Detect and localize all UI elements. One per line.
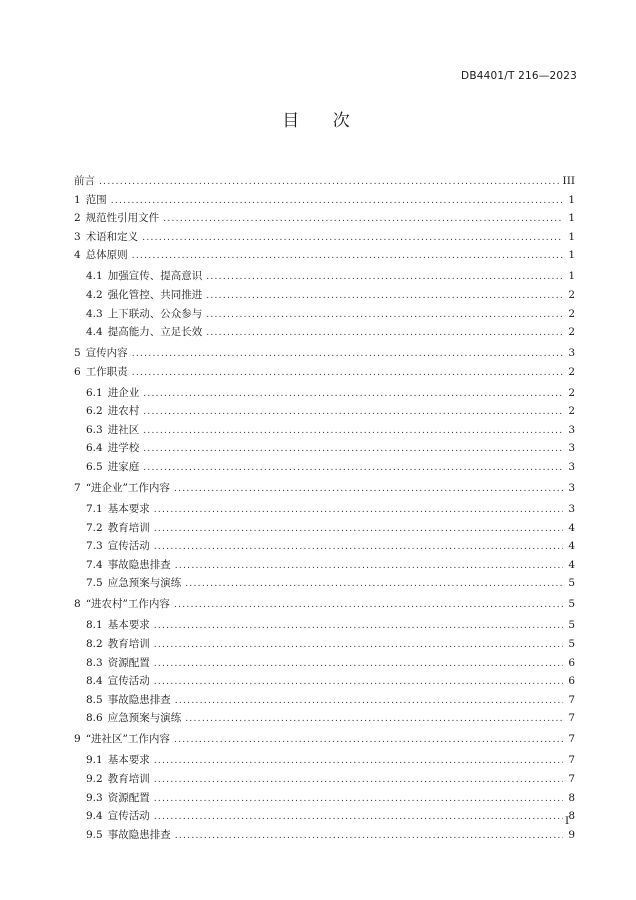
toc-entry-number: 9.3 (86, 791, 103, 804)
toc-leader-dots (154, 501, 563, 520)
toc-entry-title (86, 286, 202, 305)
toc-leader-dots (175, 557, 563, 576)
toc-entry-number: 8.4 (86, 675, 103, 688)
toc-entry-number: 9 (74, 733, 81, 746)
toc-entry-page: 6 (568, 656, 575, 669)
toc-leader-dots (142, 229, 563, 248)
toc-entry[interactable] (74, 574, 575, 593)
toc-entry-title (86, 574, 181, 593)
toc-leader-dots (154, 655, 563, 674)
toc-entry-number: 6.4 (86, 442, 103, 455)
toc-entry-number: 7.4 (86, 558, 103, 571)
toc-entry-number: 9.1 (86, 754, 103, 767)
toc-leader-dots (206, 287, 563, 306)
toc-entry-page: 1 (568, 270, 575, 283)
toc-entry-title (86, 519, 150, 538)
toc-leader-dots (143, 459, 563, 478)
toc-entry-page: 9 (568, 828, 575, 841)
toc-entry-page: 7 (568, 772, 575, 785)
page-number: I (565, 815, 570, 827)
page-title: 目 次 (282, 111, 364, 131)
toc-entry-number: 2 (74, 212, 81, 225)
toc-entry[interactable] (74, 479, 575, 498)
toc-entry-number: 6.5 (86, 461, 103, 474)
toc-entry-page: 7 (568, 712, 575, 725)
toc-entry-text: 总体原则 (85, 249, 128, 262)
toc-leader-dots (111, 192, 563, 211)
toc-entry-text: 应急预案与演练 (107, 577, 182, 590)
toc-entry-number: 7 (74, 482, 81, 495)
toc-entry-text: 宣传活动 (107, 675, 150, 688)
toc-entry-title (74, 172, 95, 191)
toc-entry[interactable] (74, 286, 575, 305)
toc-entry-page: 5 (568, 577, 575, 590)
toc-entry-number: 9.4 (86, 810, 103, 823)
toc-entry-title (86, 709, 181, 728)
toc-leader-dots (143, 385, 563, 404)
toc-entry[interactable] (74, 595, 575, 614)
toc-entry-title (74, 191, 107, 210)
toc-entry-page: 3 (568, 442, 575, 455)
toc-entry-text: 进社区 (107, 423, 140, 436)
toc-entry-number: 7.5 (86, 577, 103, 590)
toc-entry[interactable] (74, 556, 575, 575)
toc-leader-dots (154, 790, 563, 809)
toc-entry-text: 进企业 (107, 386, 140, 399)
toc-leader-dots (132, 247, 563, 266)
toc-entry-text: 基本要求 (107, 619, 150, 632)
toc-entry-number: 7.1 (86, 503, 103, 516)
toc-entry[interactable] (74, 191, 575, 210)
table-of-contents (74, 172, 575, 844)
toc-entry-page: 3 (568, 423, 575, 436)
toc-entry[interactable] (74, 305, 575, 324)
toc-leader-dots (143, 403, 563, 422)
toc-entry[interactable] (74, 246, 575, 265)
toc-entry-page: 2 (568, 307, 575, 320)
toc-entry-title (86, 789, 150, 808)
toc-entry[interactable] (74, 654, 575, 673)
toc-entry-title (74, 344, 128, 363)
toc-entry[interactable] (74, 458, 575, 477)
toc-entry-number: 4.4 (86, 326, 103, 339)
toc-leader-dots (143, 440, 563, 459)
toc-entry-page: 4 (568, 558, 575, 571)
toc-entry-text: 资源配置 (107, 791, 150, 804)
toc-entry-number: 6.3 (86, 423, 103, 436)
toc-entry[interactable] (74, 672, 575, 691)
toc-entry-title (86, 654, 150, 673)
toc-entry-title (86, 556, 171, 575)
toc-leader-dots (154, 673, 563, 692)
toc-entry-page: 3 (568, 461, 575, 474)
toc-entry-page: 5 (568, 598, 575, 611)
toc-entry-text: 宣传活动 (107, 540, 150, 553)
toc-leader-dots (174, 480, 563, 499)
toc-entry[interactable] (74, 635, 575, 654)
toc-entry[interactable] (74, 439, 575, 458)
toc-entry-number: 6 (74, 365, 81, 378)
toc-entry-text: 范围 (85, 193, 107, 206)
toc-entry-number: 6.2 (86, 405, 103, 418)
toc-leader-dots (143, 422, 563, 441)
toc-entry-text: 基本要求 (107, 503, 150, 516)
toc-entry-number: 8.6 (86, 712, 103, 725)
toc-entry-number: 3 (74, 230, 81, 243)
toc-entry-title (86, 770, 150, 789)
toc-leader-dots (154, 617, 563, 636)
toc-leader-dots (163, 210, 563, 229)
toc-entry-page: 4 (568, 521, 575, 534)
toc-entry-page: 2 (568, 386, 575, 399)
toc-entry[interactable] (74, 267, 575, 286)
toc-entry[interactable] (74, 363, 575, 382)
toc-entry-page: 8 (568, 791, 575, 804)
toc-entry-text: 规范性引用文件 (85, 212, 160, 225)
toc-entry[interactable] (74, 172, 575, 191)
toc-entry-text: 应急预案与演练 (107, 712, 182, 725)
toc-entry-text: 资源配置 (107, 656, 150, 669)
toc-entry-title (74, 363, 128, 382)
toc-leader-dots (154, 520, 563, 539)
toc-entry-page: 4 (568, 540, 575, 553)
toc-entry-title (74, 479, 170, 498)
toc-entry-page: 3 (568, 482, 575, 495)
toc-entry-title (86, 807, 150, 826)
toc-entry-text: 术语和定义 (85, 230, 139, 243)
toc-entry-number: 7.3 (86, 540, 103, 553)
toc-entry-text: 事故隐患排查 (107, 828, 171, 841)
toc-entry[interactable] (74, 616, 575, 635)
toc-leader-dots (206, 268, 563, 287)
toc-entry-text: 基本要求 (107, 754, 150, 767)
toc-entry[interactable] (74, 323, 575, 342)
toc-entry-page: 5 (568, 637, 575, 650)
toc-entry-number: 8.3 (86, 656, 103, 669)
toc-entry-page: 2 (568, 365, 575, 378)
toc-entry-text: 进学校 (107, 442, 140, 455)
toc-entry-text: 教育培训 (107, 637, 150, 650)
toc-leader-dots (132, 364, 563, 383)
toc-leader-dots (154, 538, 563, 557)
toc-entry-number: 4 (74, 249, 81, 262)
toc-entry-page: III (562, 175, 575, 187)
toc-entry[interactable] (74, 730, 575, 749)
toc-entry[interactable] (74, 384, 575, 403)
toc-entry-page: 5 (568, 619, 575, 632)
toc-entry[interactable] (74, 691, 575, 710)
toc-entry-text: 上下联动、公众参与 (107, 307, 203, 320)
toc-entry-number: 4.2 (86, 288, 103, 301)
toc-entry-title (86, 458, 139, 477)
toc-leader-dots (185, 710, 563, 729)
toc-entry-page: 2 (568, 326, 575, 339)
toc-entry[interactable] (74, 421, 575, 440)
toc-entry-page: 7 (568, 733, 575, 746)
toc-entry-title (86, 402, 139, 421)
toc-entry-title (86, 500, 150, 519)
toc-leader-dots (206, 324, 563, 343)
toc-entry-text: 宣传内容 (85, 347, 128, 360)
toc-entry-text: 教育培训 (107, 772, 150, 785)
toc-entry-title (86, 323, 202, 342)
toc-entry[interactable] (74, 402, 575, 421)
toc-entry-text: “进企业”工作内容 (85, 482, 170, 495)
toc-entry-title (86, 751, 150, 770)
toc-entry-number: 9.2 (86, 772, 103, 785)
toc-entry[interactable] (74, 770, 575, 789)
toc-entry-text: 强化管控、共同推进 (107, 288, 203, 301)
toc-entry-text: 加强宣传、提高意识 (107, 270, 203, 283)
toc-leader-dots (154, 752, 563, 771)
document-code: DB4401/T 216—2023 (461, 70, 577, 82)
toc-entry-title (74, 228, 138, 247)
toc-entry-text: 提高能力、立足长效 (107, 326, 203, 339)
toc-entry-title (74, 209, 159, 228)
toc-entry-number: 6.1 (86, 386, 103, 399)
toc-entry-number: 8.5 (86, 693, 103, 706)
toc-entry[interactable] (74, 789, 575, 808)
toc-entry[interactable] (74, 751, 575, 770)
toc-leader-dots (99, 173, 559, 192)
toc-entry-number: 4.3 (86, 307, 103, 320)
toc-leader-dots (174, 731, 563, 750)
toc-entry-text: 前言 (74, 175, 95, 187)
toc-entry-title (74, 595, 170, 614)
toc-leader-dots (206, 306, 563, 325)
toc-entry-page: 7 (568, 693, 575, 706)
toc-entry[interactable] (74, 807, 575, 826)
toc-entry[interactable] (74, 344, 575, 363)
toc-entry-number: 9.5 (86, 828, 103, 841)
toc-entry-text: “进农村”工作内容 (85, 598, 170, 611)
toc-entry-text: 进家庭 (107, 461, 140, 474)
toc-leader-dots (175, 827, 563, 846)
toc-entry-title (86, 384, 139, 403)
toc-entry-number: 8.2 (86, 637, 103, 650)
toc-entry-title (86, 537, 150, 556)
toc-entry[interactable] (74, 709, 575, 728)
toc-entry-text: 事故隐患排查 (107, 558, 171, 571)
toc-entry-page: 1 (568, 212, 575, 225)
toc-entry-number: 4.1 (86, 270, 103, 283)
toc-entry-title (86, 635, 150, 654)
toc-leader-dots (185, 575, 563, 594)
toc-leader-dots (154, 771, 563, 790)
toc-entry-page: 7 (568, 754, 575, 767)
toc-leader-dots (154, 636, 563, 655)
toc-entry-number: 8 (74, 598, 81, 611)
toc-entry-page: 3 (568, 503, 575, 516)
toc-entry-number: 8.1 (86, 619, 103, 632)
toc-entry-page: 2 (568, 405, 575, 418)
toc-entry-page: 2 (568, 288, 575, 301)
toc-entry-title (86, 439, 139, 458)
toc-entry-text: 教育培训 (107, 521, 150, 534)
toc-leader-dots (175, 692, 563, 711)
toc-entry-title (74, 246, 128, 265)
toc-entry-text: 宣传活动 (107, 810, 150, 823)
toc-entry-page: 1 (568, 249, 575, 262)
toc-entry-text: 事故隐患排查 (107, 693, 171, 706)
toc-entry-page: 3 (568, 347, 575, 360)
toc-entry[interactable] (74, 500, 575, 519)
toc-entry-title (86, 826, 171, 845)
toc-entry-title (86, 616, 150, 635)
toc-entry-number: 5 (74, 347, 81, 360)
toc-entry-number: 7.2 (86, 521, 103, 534)
toc-entry[interactable] (74, 209, 575, 228)
toc-entry-page: 1 (568, 230, 575, 243)
toc-entry-title (86, 672, 150, 691)
toc-entry-title (86, 691, 171, 710)
toc-leader-dots (132, 345, 563, 364)
toc-entry-page: 6 (568, 675, 575, 688)
toc-entry-text: 进农村 (107, 405, 140, 418)
toc-entry[interactable] (74, 537, 575, 556)
toc-entry-title (74, 730, 170, 749)
toc-entry-title (86, 267, 202, 286)
toc-entry[interactable] (74, 826, 575, 845)
toc-entry-page: 8 (568, 810, 575, 823)
toc-leader-dots (154, 808, 563, 827)
toc-entry-title (86, 305, 202, 324)
toc-entry-text: “进社区”工作内容 (85, 733, 170, 746)
toc-entry-text: 工作职责 (85, 365, 128, 378)
toc-entry-number: 1 (74, 193, 81, 206)
toc-entry-title (86, 421, 139, 440)
toc-entry[interactable] (74, 228, 575, 247)
toc-entry-page: 1 (568, 193, 575, 206)
toc-leader-dots (174, 596, 563, 615)
toc-entry[interactable] (74, 519, 575, 538)
